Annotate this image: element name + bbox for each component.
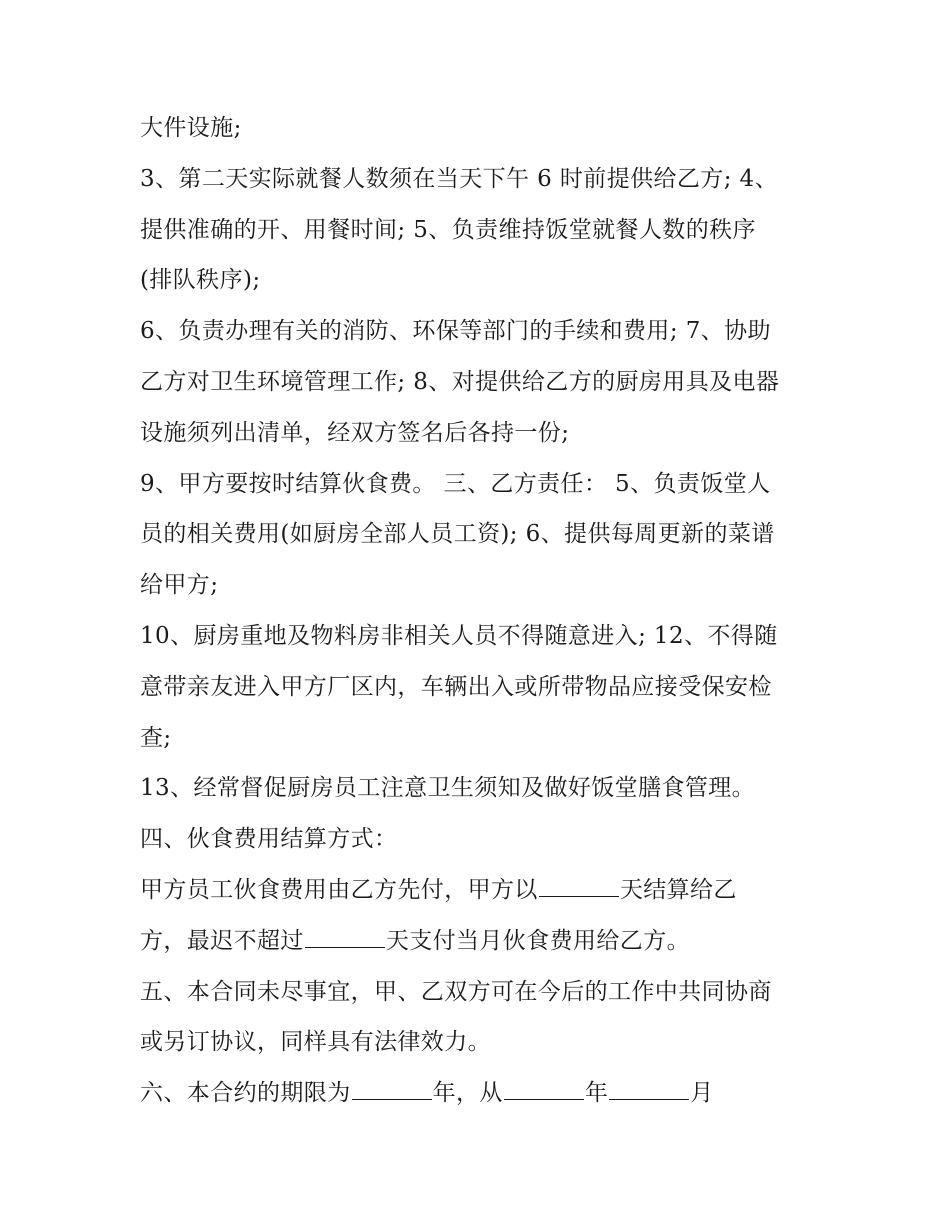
fill-blank [305,927,385,948]
text-line: 6、负责办理有关的消防、环保等部门的手续和费用; 7、协助 [140,318,771,345]
text-line: 五、本合同未尽事宜，甲、乙双方可在今后的工作中共同协商 [140,978,772,1005]
text-line: 意带亲友进入甲方厂区内，车辆出入或所带物品应接受保安检 [140,673,772,700]
text-line: 10、厨房重地及物料房非相关人员不得随意进入; 12、不得随 [140,622,778,649]
settlement-text: 天支付当月伙食费用给乙方。 [385,927,691,954]
text-line: 查; [140,724,172,751]
settlement-line-2 [140,916,820,967]
settlement-text: 甲方员工伙食费用由乙方先付，甲方以 [140,876,538,903]
text-line: 设施须列出清单，经双方签名后各持一份; [140,419,570,446]
text-line: 9、甲方要按时结算伙食费。 三、乙方责任： 5、负责饭堂人 [140,470,771,497]
fill-blank [609,1079,689,1100]
settlement-line-1 [140,865,820,916]
term-text: 月 [690,1080,714,1107]
fill-blank [504,1079,584,1100]
term-text: 年 [584,1080,609,1107]
settlement-text: 方，最迟不超过 [140,927,304,954]
text-line: 或另订协议，同样具有法律效力。 [140,1029,491,1056]
term-text: 年，从 [432,1080,503,1107]
settlement-text: 天结算给乙 [619,876,737,903]
document-body [140,103,820,1119]
text-line: (排队秩序); [140,267,261,294]
term-text: 六、本合约的期限为 [140,1080,351,1107]
term-line [140,1068,820,1119]
fill-blank [352,1079,432,1100]
text-line: 提供准确的开、用餐时间; 5、负责维持饭堂就餐人数的秩序 [140,216,756,243]
text-line: 四、伙食费用结算方式： [140,826,398,853]
fill-blank [539,876,619,897]
text-line: 给甲方; [140,572,219,599]
text-line: 3、第二天实际就餐人数须在当天下午 6 时前提供给乙方; 4、 [140,165,778,192]
text-line: 乙方对卫生环境管理工作; 8、对提供给乙方的厨房用具及电器 [140,368,780,395]
text-line: 大件设施; [140,115,242,141]
text-line: 13、经常督促厨房员工注意卫生须知及做好饭堂膳食管理。 [140,775,756,802]
text-line: 员的相关费用(如厨房全部人员工资); 6、提供每周更新的菜谱 [140,521,775,548]
